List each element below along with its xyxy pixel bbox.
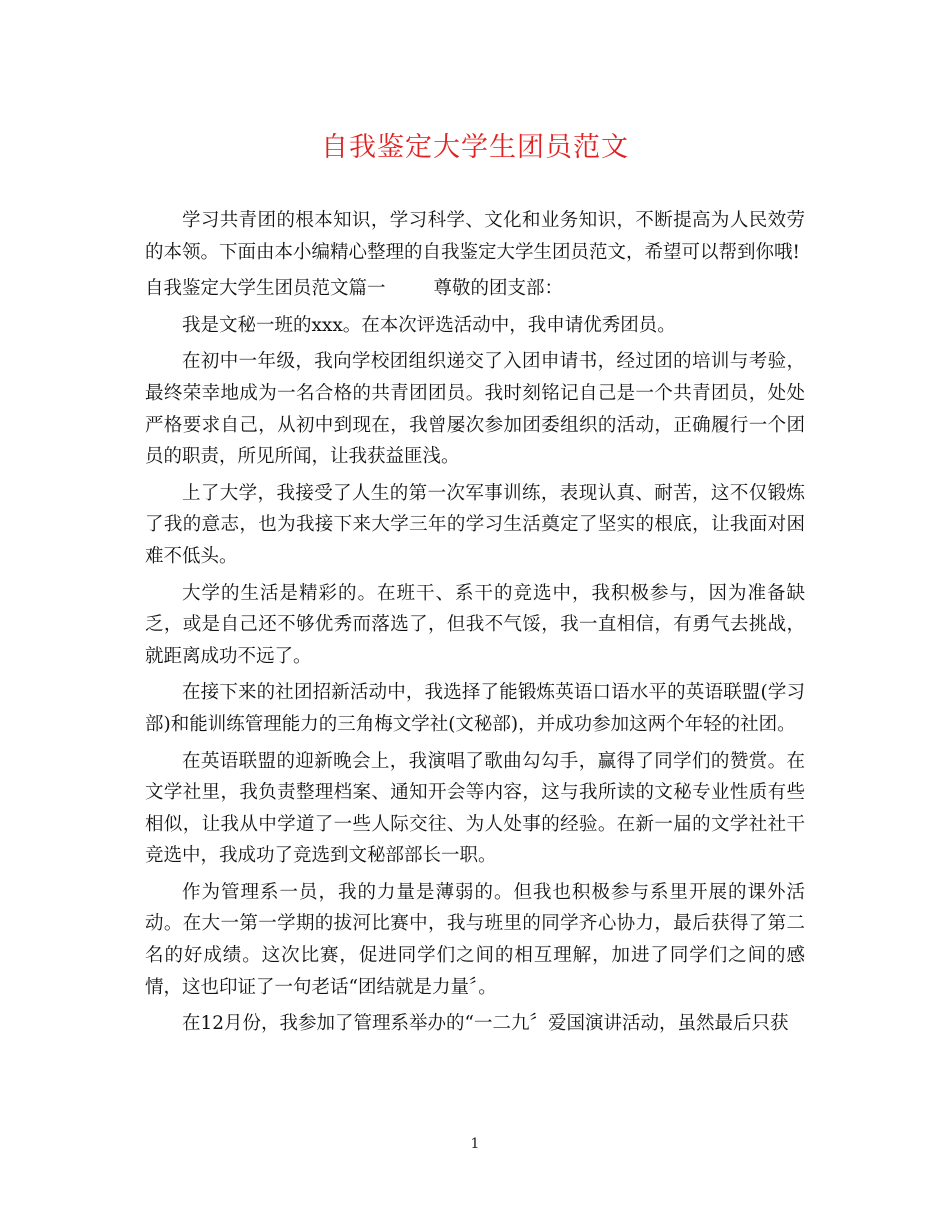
body-paragraph: 上了大学，我接受了人生的第一次军事训练，表现认真、耐苦，这不仅锻炼了我的意志，也为我接下来大学三年的学习生活奠定了坚实的根底，让我面对困难不低头。 — [145, 482, 805, 567]
page-number: 1 — [470, 1136, 480, 1152]
intro-paragraph: 学习共青团的根本知识，学习科学、文化和业务知识，不断提高为人民效劳的本领。下面由本小编精心整理的自我鉴定大学生团员范文，希望可以帮到你哦! — [145, 210, 805, 263]
body-paragraph: 大学的生活是精彩的。在班干、系干的竞选中，我积极参与，因为准备缺乏，或是自己还不够优秀而落选了，但我不气馁，我一直相信，有勇气去挑战，就距离成功不远了。 — [145, 582, 805, 667]
body-paragraph: 在英语联盟的迎新晚会上，我演唱了歌曲勾勾手，赢得了同学们的赞赏。在文学社里，我负责整理档案、通知开会等内容，这与我所读的文秘专业性质有些相似，让我从中学道了一些人际交往、为人处事的经验。在新一届的文学社社干竞选中，我成功了竞选到文秘部部长一职。 — [145, 750, 805, 867]
section-heading-line — [145, 273, 805, 305]
section-heading: 自我鉴定大学生团员范文篇一 — [145, 278, 386, 300]
body-paragraph: 在12月份，我参加了管理系举办的“一二九〞爱国演讲活动，虽然最后只获 — [182, 1013, 789, 1035]
body-paragraph: 我是文秘一班的xxx。在本次评选活动中，我申请优秀团员。 — [182, 314, 676, 336]
page-title: 自我鉴定大学生团员范文 — [321, 132, 629, 163]
body-paragraph: 在初中一年级，我向学校团组织递交了入团申请书，经过团的培训与考验，最终荣幸地成为一名合格的共青团团员。我时刻铭记自己是一个共青团员，处处严格要求自己，从初中到现在，我曾屡次参加团委组织的活动，正确履行一个团员的职责，所见所闻，让我获益匪浅。 — [145, 351, 805, 468]
body-paragraph: 在接下来的社团招新活动中，我选择了能锻炼英语口语水平的英语联盟(学习部)和能训练管理能力的三角梅文学社(文秘部)，并成功参加这两个年轻的社团。 — [145, 682, 805, 735]
document-body — [145, 205, 805, 1045]
body-paragraph: 作为管理系一员，我的力量是薄弱的。但我也积极参与系里开展的课外活动。在大一第一学期的拔河比赛中，我与班里的同学齐心协力，最后获得了第二名的好成绩。这次比赛，促进同学们之间的相互理解，加进了同学们之间的感情，这也印证了一句老话“团结就是力量〞。 — [145, 881, 805, 998]
salutation: 尊敬的团支部： — [433, 278, 564, 300]
